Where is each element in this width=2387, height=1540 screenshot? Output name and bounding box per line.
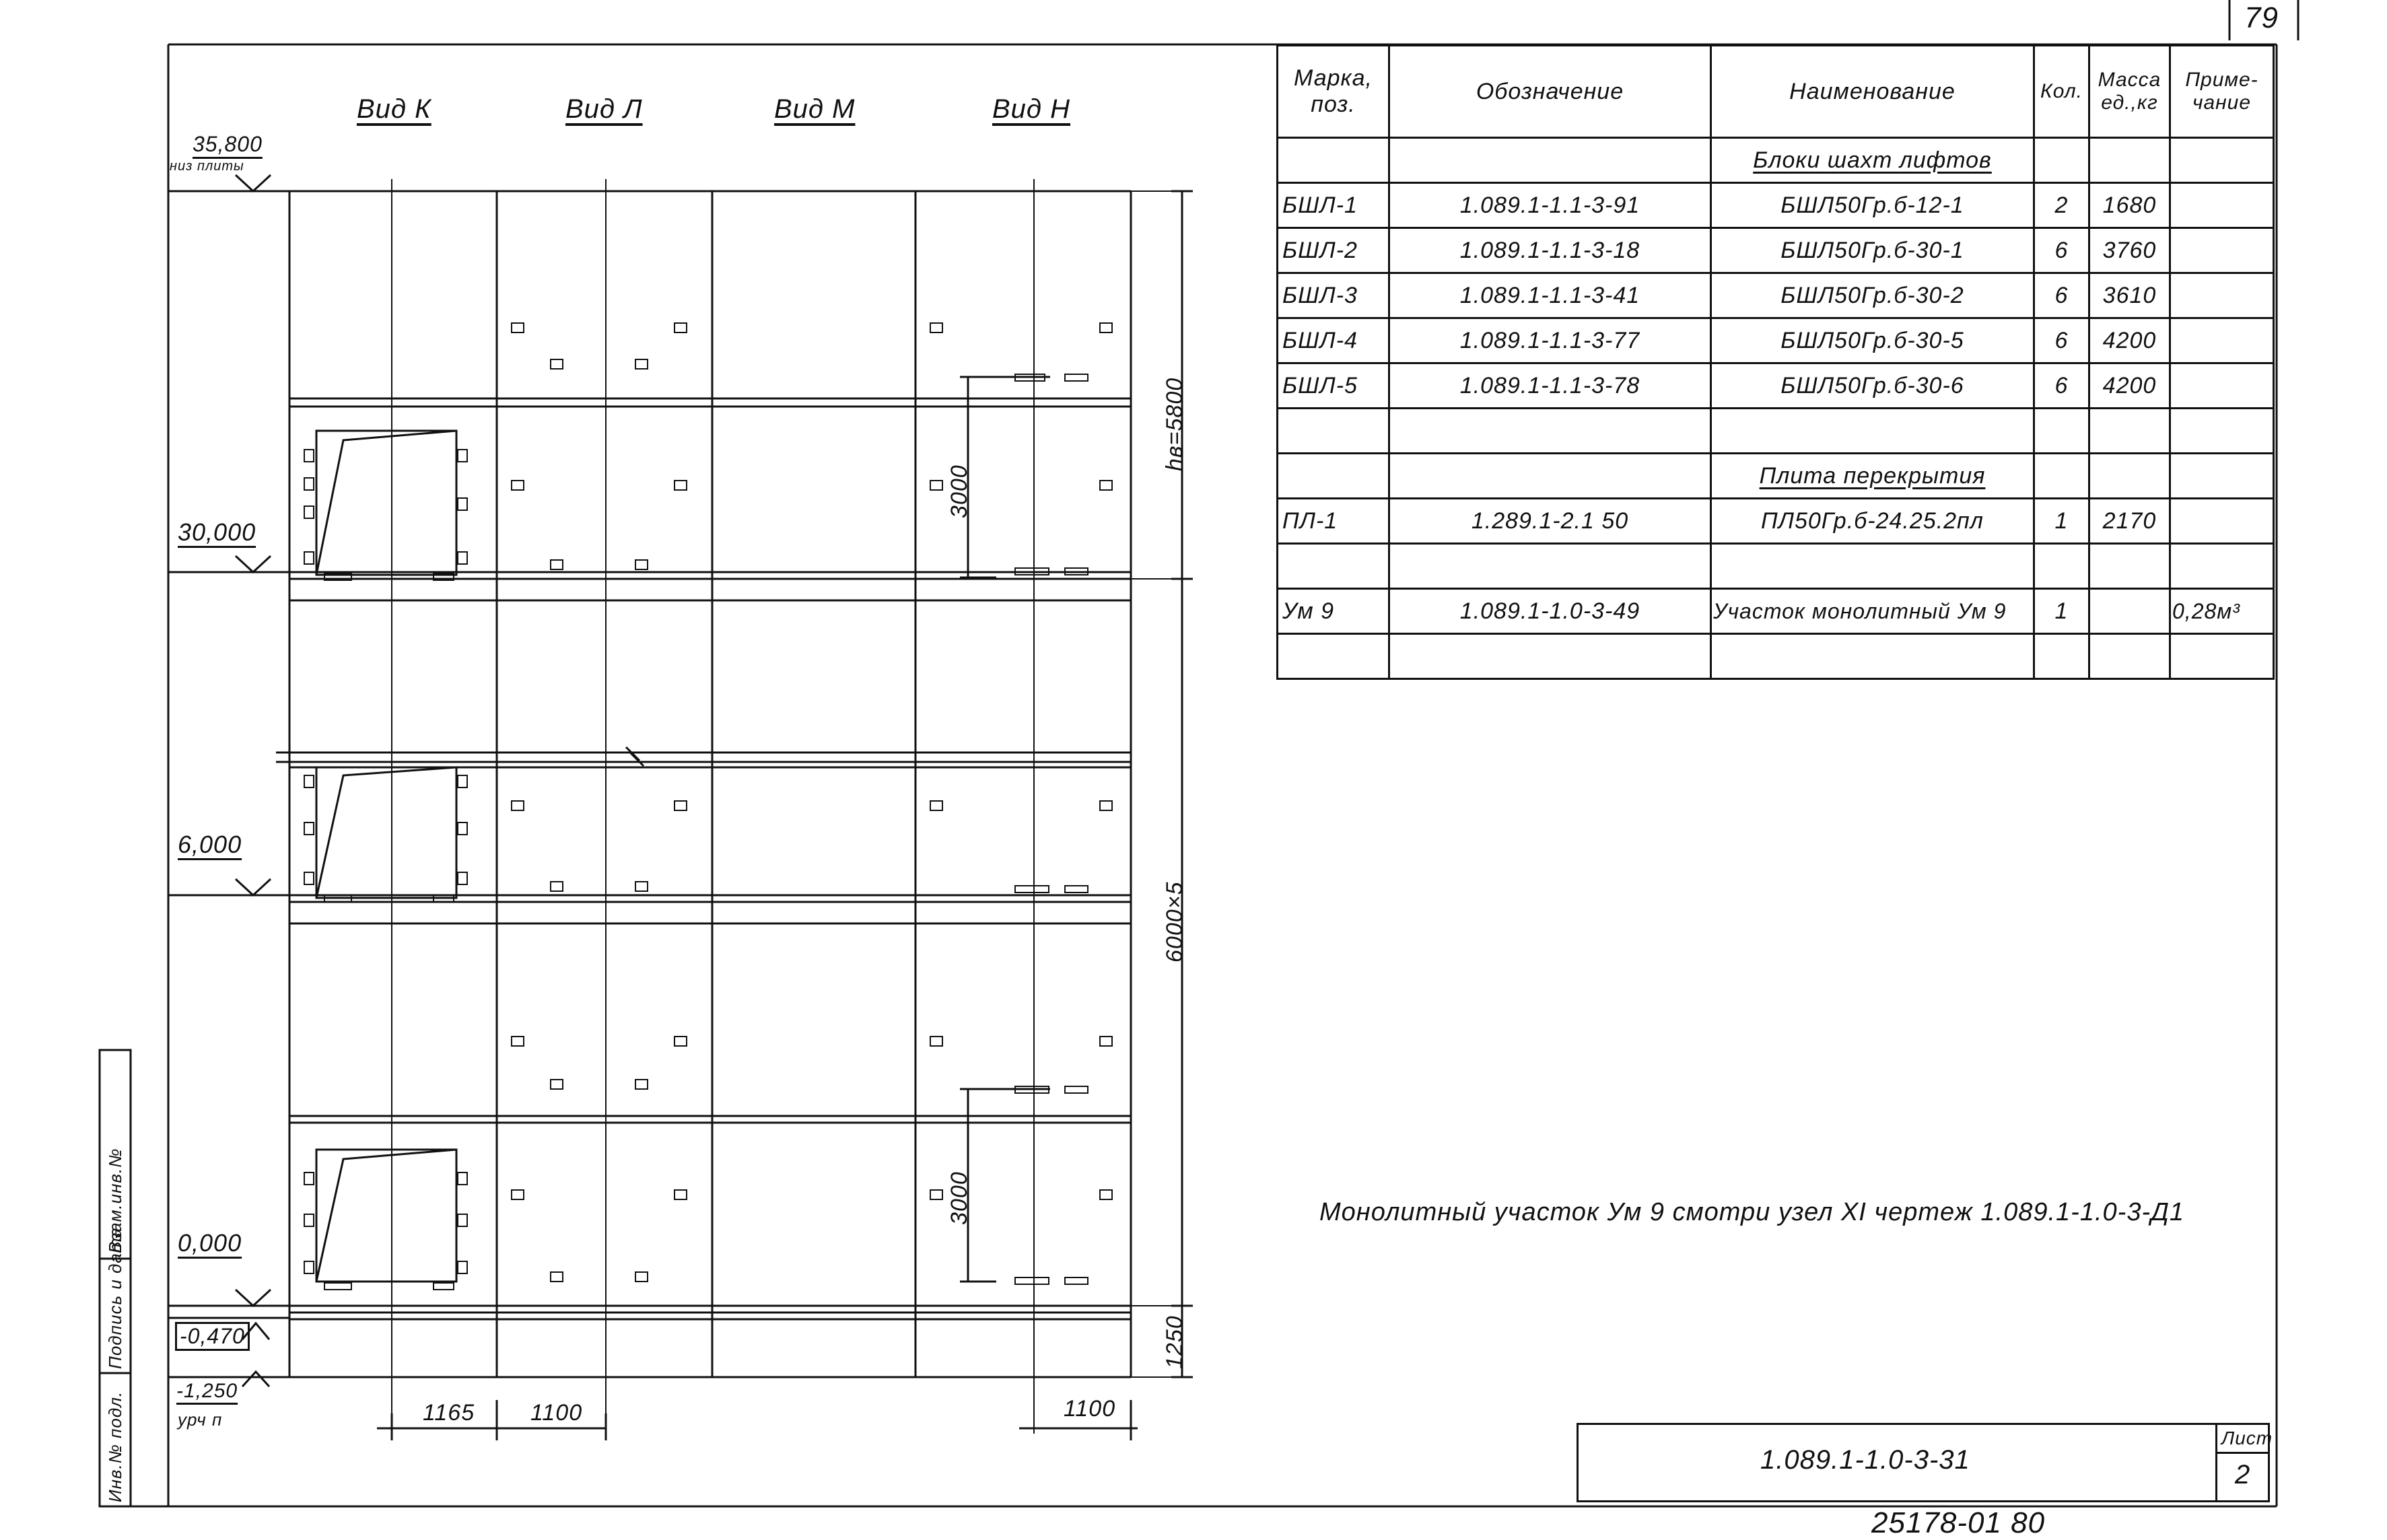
- stamp-inv-orig: Инв.№ подл.: [105, 1391, 125, 1502]
- view-title-m: Вид М: [774, 94, 856, 124]
- sheet-value: 2: [2235, 1460, 2251, 1490]
- table-row-um: [1278, 589, 2274, 634]
- cell-mark: БШЛ-3: [1278, 273, 1389, 318]
- cell-qty: 6: [2034, 273, 2089, 318]
- header-name: Наименование: [1711, 46, 2034, 138]
- title-block-code: 1.089.1-1.0-3-31: [1760, 1445, 1970, 1475]
- cell-qty: 1: [2034, 499, 2089, 544]
- cell-qty: 2: [2034, 183, 2089, 228]
- cell-mark: Ум 9: [1278, 589, 1389, 634]
- table-row: [1278, 318, 2274, 363]
- cell-name: БШЛ50Гр.б-30-2: [1711, 273, 2034, 318]
- stamp-sign-date: Подпись и дата: [105, 1227, 125, 1369]
- cell-name: БШЛ50Гр.б-30-6: [1711, 363, 2034, 409]
- level-top-value: 35,800: [193, 132, 263, 156]
- empty-row: [1278, 544, 2274, 589]
- cell-mark: БШЛ-4: [1278, 318, 1389, 363]
- cell-mass: [2089, 589, 2170, 634]
- sheet-cell: [2215, 1425, 2273, 1500]
- level-minus-125-note: урч п: [178, 1409, 223, 1430]
- cell-mass: 4200: [2089, 363, 2170, 409]
- dim-base: 1250: [1162, 1315, 1187, 1369]
- section-row-blocks: [1278, 138, 2274, 183]
- header-mark: Марка, поз.: [1278, 46, 1389, 138]
- cell-name: ПЛ50Гр.б-24.25.2пл: [1711, 499, 2034, 544]
- cell-mass: 1680: [2089, 183, 2170, 228]
- view-title-l: Вид Л: [565, 94, 643, 124]
- cell-name: БШЛ50Гр.б-30-5: [1711, 318, 2034, 363]
- cell-designation: 1.089.1-1.0-3-49: [1389, 589, 1711, 634]
- dim-1100-right: 1100: [1064, 1396, 1116, 1422]
- cell-qty: 6: [2034, 363, 2089, 409]
- cell-designation: 1.289.1-2.1 50: [1389, 499, 1711, 544]
- cell-qty: 6: [2034, 228, 2089, 273]
- view-title-k: Вид К: [357, 94, 431, 124]
- dim-hb: hв=5800: [1162, 377, 1187, 471]
- table-row: [1278, 183, 2274, 228]
- level-30: 30,000: [178, 518, 256, 546]
- dim-1165: 1165: [423, 1400, 475, 1426]
- cell-designation: 1.089.1-1.1-3-77: [1389, 318, 1711, 363]
- cell-mass: 3760: [2089, 228, 2170, 273]
- table-row: [1278, 273, 2274, 318]
- cell-mark: БШЛ-2: [1278, 228, 1389, 273]
- level-0: 0,000: [178, 1229, 242, 1257]
- cell-qty: 6: [2034, 318, 2089, 363]
- header-mass: Масса ед.,кг: [2089, 46, 2170, 138]
- cell-mark: БШЛ-1: [1278, 183, 1389, 228]
- sheet-number-top: 79: [2244, 1, 2279, 34]
- section-title-blocks: Блоки шахт лифтов: [1711, 138, 2034, 183]
- view-title-n: Вид Н: [992, 94, 1071, 124]
- empty-row: [1278, 634, 2274, 679]
- cell-designation: 1.089.1-1.1-3-78: [1389, 363, 1711, 409]
- cell-mass: 2170: [2089, 499, 2170, 544]
- cell-mark: БШЛ-5: [1278, 363, 1389, 409]
- specification-table: [1276, 44, 2275, 680]
- sheet-label: Лист: [2221, 1428, 2273, 1448]
- section-title-slab: Плита перекрытия: [1711, 454, 2034, 499]
- cell-note: [2170, 183, 2274, 228]
- empty-row: [1278, 409, 2274, 454]
- cell-note: [2170, 318, 2274, 363]
- cell-note: 0,28м³: [2170, 589, 2274, 634]
- cell-mass: 4200: [2089, 318, 2170, 363]
- dim-3000-lower: 3000: [946, 1171, 972, 1225]
- footer-code: 25178-01 80: [1871, 1506, 2046, 1539]
- dim-floors: 6000×5: [1162, 881, 1187, 963]
- cell-name: Участок монолитный Ум 9: [1711, 589, 2034, 634]
- cell-designation: 1.089.1-1.1-3-41: [1389, 273, 1711, 318]
- note-text: Монолитный участок Ум 9 смотри узел XI чертеж 1.089.1-1.0-3-Д1: [1319, 1198, 2184, 1226]
- header-note: Приме- чание: [2170, 46, 2274, 138]
- table-row: [1278, 228, 2274, 273]
- level-minus-125: -1,250: [176, 1380, 238, 1402]
- header-designation: Обозначение: [1389, 46, 1711, 138]
- cell-mass: 3610: [2089, 273, 2170, 318]
- cell-name: БШЛ50Гр.б-30-1: [1711, 228, 2034, 273]
- level-6: 6,000: [178, 831, 242, 858]
- cell-qty: 1: [2034, 589, 2089, 634]
- cell-note: [2170, 228, 2274, 273]
- dim-3000-upper: 3000: [946, 464, 972, 518]
- cell-mark: ПЛ-1: [1278, 499, 1389, 544]
- section-row-slab: [1278, 454, 2274, 499]
- cell-note: [2170, 363, 2274, 409]
- dim-1100-left: 1100: [530, 1400, 583, 1426]
- table-header-row: [1278, 46, 2274, 138]
- cell-designation: 1.089.1-1.1-3-18: [1389, 228, 1711, 273]
- title-block: [1577, 1423, 2273, 1502]
- level-top-note: низ плиты: [170, 159, 244, 174]
- cell-note: [2170, 499, 2274, 544]
- header-qty: Кол.: [2034, 46, 2089, 138]
- stamp-inv-replace: Взам.инв.№: [105, 1148, 125, 1253]
- cell-note: [2170, 273, 2274, 318]
- level-minus-047: -0,470: [175, 1322, 250, 1351]
- cell-name: БШЛ50Гр.б-12-1: [1711, 183, 2034, 228]
- table-row: [1278, 363, 2274, 409]
- table-row-slab: [1278, 499, 2274, 544]
- cell-designation: 1.089.1-1.1-3-91: [1389, 183, 1711, 228]
